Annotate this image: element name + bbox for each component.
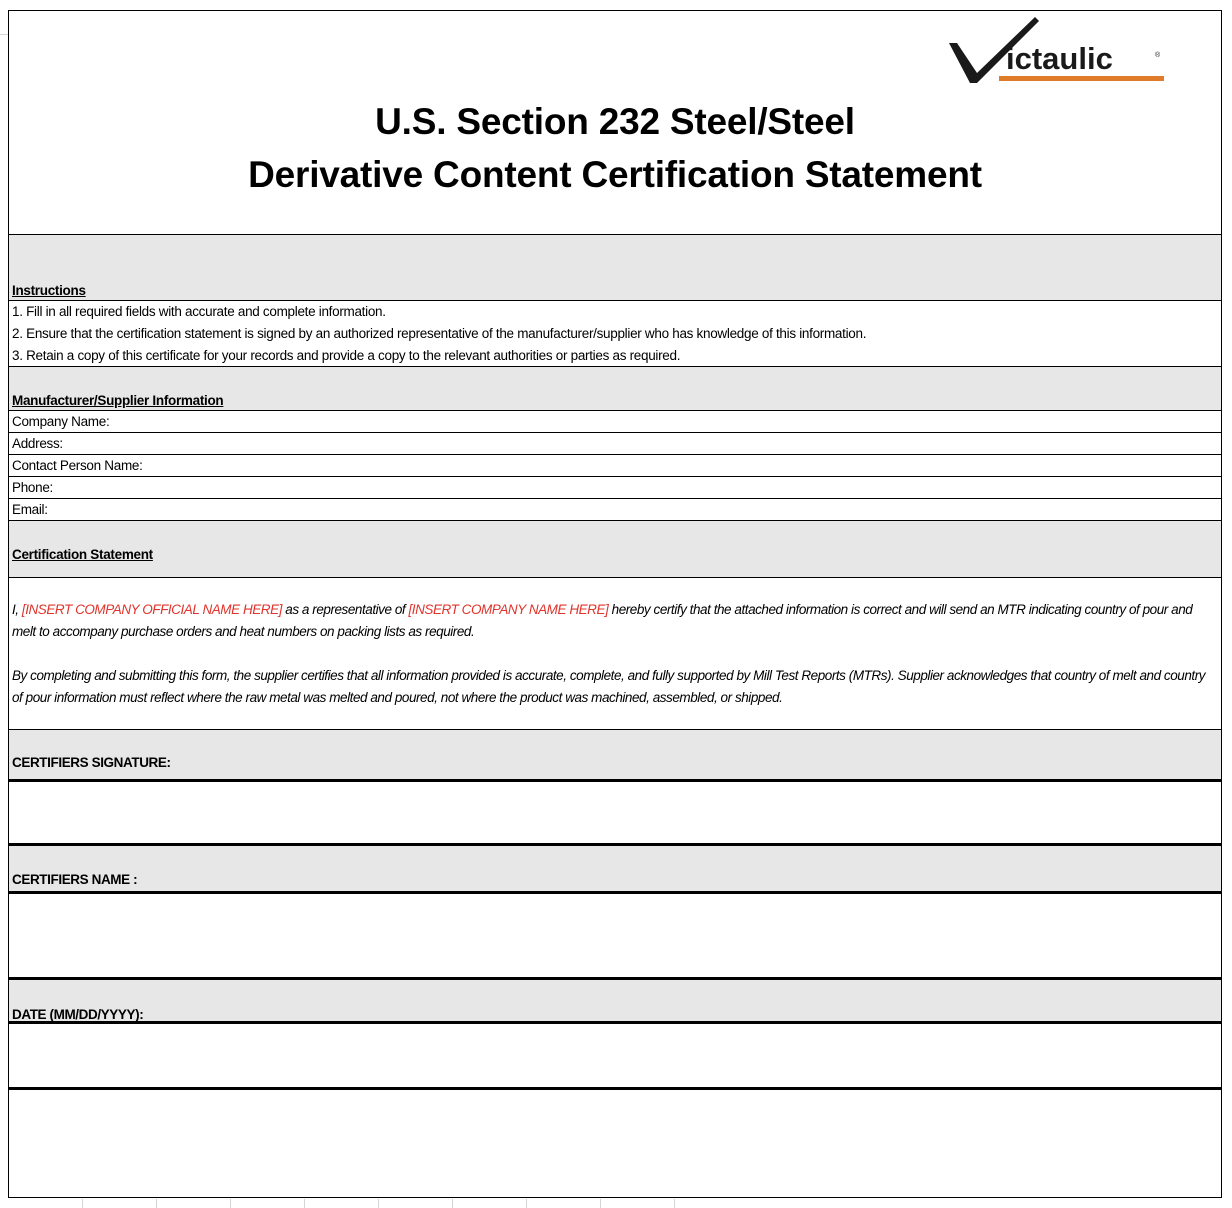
contact-person-row[interactable] (9, 454, 1221, 476)
page-title-line2: Derivative Content Certification Statement (248, 154, 982, 195)
instructions-header-row (9, 234, 1221, 300)
logo-wordmark: ictaulic (1006, 41, 1113, 76)
logo-registered-mark: ® (1155, 52, 1161, 59)
signature-field[interactable] (9, 779, 1221, 843)
blank-footer-area (9, 1087, 1221, 1197)
date-label: DATE (MM/DD/YYYY): (12, 1007, 144, 1022)
phone-row[interactable] (9, 476, 1221, 498)
instruction-item: 1. Fill in all required fields with accurate and complete information. (12, 304, 386, 319)
address-row[interactable] (9, 432, 1221, 454)
email-label: Email: (12, 502, 48, 517)
phone-label: Phone: (12, 480, 53, 495)
company-name-placeholder: [INSERT COMPANY NAME HERE] (408, 602, 609, 617)
certification-header-row (9, 520, 1221, 577)
gridline (0, 34, 8, 35)
date-field[interactable] (9, 1021, 1221, 1087)
supplier-heading: Manufacturer/Supplier Information (12, 393, 224, 408)
victaulic-logo (947, 17, 1169, 87)
certification-statement (9, 577, 1221, 729)
supplier-header-row (9, 366, 1221, 410)
certifier-name-header-row (9, 843, 1221, 891)
official-name-placeholder: [INSERT COMPANY OFFICIAL NAME HERE] (21, 602, 282, 617)
company-name-row[interactable] (9, 410, 1221, 432)
certification-form (8, 10, 1222, 1198)
sheet-grid-edge (0, 1199, 1232, 1208)
address-label: Address: (12, 436, 63, 451)
company-name-label: Company Name: (12, 414, 110, 429)
statement-paragraph-2: By completing and submitting this form, the supplier certifies that all information provided is accurate, complete, and fully supported by Mill Test Reports (MTRs). Supplier acknowledges that country of melt and country of pour information must reflect where the raw metal was melted and poured, not where the product was machined, assembled, or shipped. (12, 668, 1206, 705)
certifier-name-label: CERTIFIERS NAME : (12, 872, 138, 887)
email-row[interactable] (9, 498, 1221, 520)
contact-person-label: Contact Person Name: (12, 458, 143, 473)
certifier-name-field[interactable] (9, 891, 1221, 977)
statement-paragraph-1: I, [INSERT COMPANY OFFICIAL NAME HERE] as a representative of [INSERT COMPANY NAME HERE] hereby certify that the attached information is correct and will send an MTR indicating country of pour and melt to accompany purchase orders and heat numbers on packing lists as required. (12, 602, 1193, 639)
certification-heading: Certification Statement (12, 547, 153, 562)
instruction-item: 2. Ensure that the certification statement is signed by an authorized representative of the manufacturer/supplier who has knowledge of this information. (12, 326, 867, 341)
instructions-heading: Instructions (12, 283, 86, 298)
signature-header-row (9, 729, 1221, 779)
date-header-row (9, 977, 1221, 1021)
signature-label: CERTIFIERS SIGNATURE: (12, 755, 171, 770)
page-title-line1: U.S. Section 232 Steel/Steel (375, 101, 855, 142)
instruction-item: 3. Retain a copy of this certificate for your records and provide a copy to the relevant authorities or parties as required. (12, 348, 681, 363)
instructions-body (9, 300, 1221, 366)
